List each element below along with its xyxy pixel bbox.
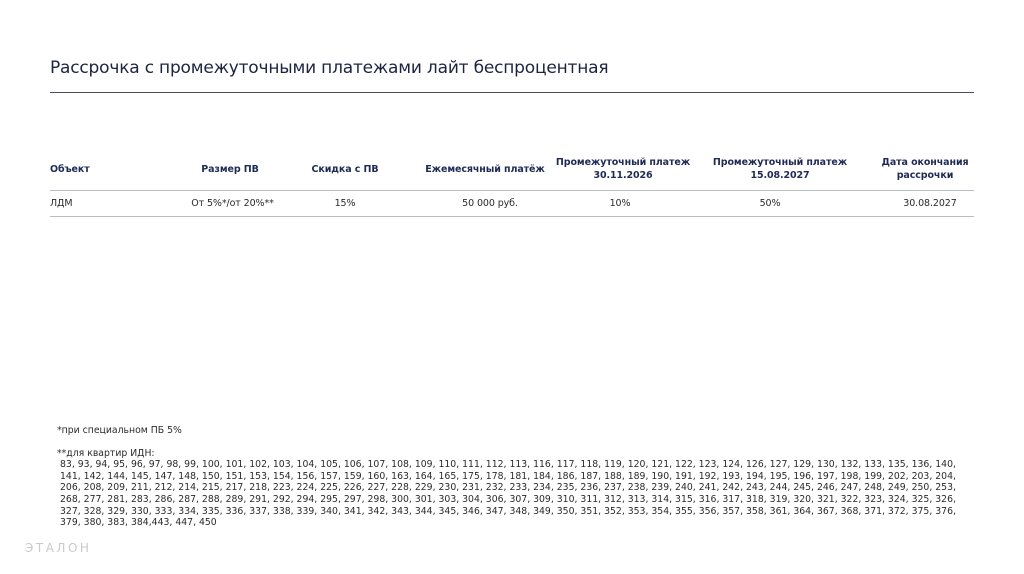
header-interim-payment-1-label: Промежуточный платеж — [555, 157, 691, 168]
header-end-date-sub: рассрочки — [896, 170, 954, 181]
title-divider — [50, 92, 974, 93]
header-interim-payment-1 — [548, 156, 698, 182]
header-interim-payment-2-date: 15.08.2027 — [750, 170, 810, 181]
footnote-special-pb: *при специальном ПБ 5% — [57, 425, 182, 436]
header-down-payment: Размер ПВ — [201, 164, 259, 175]
table-header-divider — [50, 190, 974, 191]
cell-down-payment: От 5%*/от 20%** — [191, 198, 274, 209]
footnote-apartment-list: 83, 93, 94, 95, 96, 97, 98, 99, 100, 101, 102, 103, 104, 105, 106, 107, 108, 109, 110, 111, 112, 113, 116, 117, 118, 119, 120, 121, 122, 123, 124, 126, 127, 129, 130, 132, 133, 135, 136, 140, 141, 142, 144, 145, 147, 148, 150, 151, 153, 154, 156, 157, 159, 160, 163, 164, 165, 175, 178, 181, 184, 186, 187, 188, 189, 190, 191, 192, 193, 194, 195, 196, 197, 198, 199, 202, 203, 204, 206, 208, 209, 211, 212, 214, 215, 217, 218, 223, 224, 225, 226, 227, 228, 229, 230, 231, 232, 233, 234, 235, 236, 237, 238, 239, 240, 241, 242, 243, 244, 245, 246, 247, 248, 249, 250, 253, 268, 277, 281, 283, 286, 287, 288, 289, 291, 292, 294, 295, 297, 298, 300, 301, 303, 304, 306, 307, 309, 310, 311, 312, 313, 314, 315, 316, 317, 318, 319, 320, 321, 322, 323, 324, 325, 326, 327, 328, 329, 330, 333, 334, 335, 336, 337, 338, 339, 340, 341, 342, 343, 344, 345, 346, 347, 348, 349, 350, 351, 352, 353, 354, 355, 356, 357, 358, 361, 364, 367, 368, 371, 372, 375, 376, 379, 380, 383, 384,443, 447, 450 — [60, 459, 956, 529]
header-object: Объект — [50, 164, 90, 175]
header-interim-payment-1-date: 30.11.2026 — [593, 170, 653, 181]
cell-interim-payment-2: 50% — [759, 198, 781, 209]
footnote-idn-label: **для квартир ИДН: — [57, 447, 155, 459]
brand-logo: ЭТАЛОН — [25, 541, 92, 555]
table-bottom-divider — [50, 216, 974, 217]
header-discount: Скидка с ПВ — [311, 164, 379, 175]
header-end-date-label: Дата окончания — [881, 157, 969, 168]
cell-end-date: 30.08.2027 — [903, 198, 957, 209]
footnotes — [57, 425, 967, 529]
cell-monthly-payment: 50 000 руб. — [462, 198, 518, 209]
header-interim-payment-2-label: Промежуточный платеж — [712, 157, 848, 168]
header-end-date — [870, 156, 980, 182]
header-interim-payment-2 — [705, 156, 855, 182]
cell-object: ЛДМ — [50, 198, 73, 209]
page-title: Рассрочка с промежуточными платежами лайт беспроцентная — [50, 58, 609, 78]
cell-interim-payment-1: 10% — [609, 198, 631, 209]
header-monthly-payment: Ежемесячный платёж — [425, 164, 545, 175]
cell-discount: 15% — [334, 198, 356, 209]
